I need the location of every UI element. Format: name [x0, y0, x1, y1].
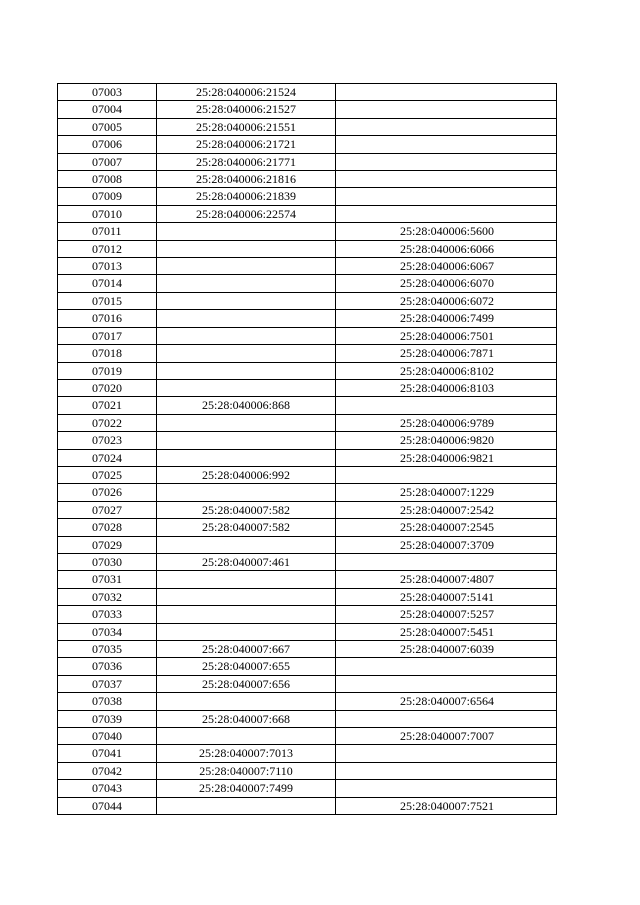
row-number-cell: 07023 — [58, 432, 157, 449]
row-number-cell: 07028 — [58, 519, 157, 536]
cadastral-number-cell: 25:28:040007:656 — [157, 675, 336, 692]
related-cadastral-number-cell — [336, 397, 557, 414]
cadastral-number-cell: 25:28:040007:7499 — [157, 780, 336, 797]
row-number-cell: 07042 — [58, 762, 157, 779]
table-row — [58, 171, 557, 188]
table-row — [58, 466, 557, 483]
table-row — [58, 414, 557, 431]
cadastral-number-cell — [157, 345, 336, 362]
cadastral-number-cell — [157, 310, 336, 327]
row-number-cell: 07030 — [58, 553, 157, 570]
related-cadastral-number-cell — [336, 553, 557, 570]
table-row — [58, 240, 557, 257]
cadastral-number-cell — [157, 240, 336, 257]
row-number-cell: 07027 — [58, 501, 157, 518]
row-number-cell: 07016 — [58, 310, 157, 327]
cadastral-number-cell: 25:28:040006:21524 — [157, 84, 336, 101]
row-number-cell: 07031 — [58, 571, 157, 588]
table-row — [58, 362, 557, 379]
related-cadastral-number-cell: 25:28:040007:7521 — [336, 797, 557, 814]
related-cadastral-number-cell: 25:28:040006:6067 — [336, 258, 557, 275]
related-cadastral-number-cell — [336, 675, 557, 692]
related-cadastral-number-cell: 25:28:040006:9820 — [336, 432, 557, 449]
cadastral-number-cell: 25:28:040007:7013 — [157, 745, 336, 762]
table-row — [58, 205, 557, 222]
table-row — [58, 780, 557, 797]
cadastral-number-cell — [157, 327, 336, 344]
related-cadastral-number-cell — [336, 101, 557, 118]
row-number-cell: 07022 — [58, 414, 157, 431]
related-cadastral-number-cell: 25:28:040006:9789 — [336, 414, 557, 431]
table-row — [58, 327, 557, 344]
table-row — [58, 762, 557, 779]
row-number-cell: 07043 — [58, 780, 157, 797]
related-cadastral-number-cell: 25:28:040006:6072 — [336, 292, 557, 309]
row-number-cell: 07025 — [58, 466, 157, 483]
row-number-cell: 07005 — [58, 118, 157, 135]
cadastral-number-cell: 25:28:040007:7110 — [157, 762, 336, 779]
related-cadastral-number-cell: 25:28:040007:2545 — [336, 519, 557, 536]
cadastral-number-cell — [157, 484, 336, 501]
cadastral-number-cell: 25:28:040006:21816 — [157, 171, 336, 188]
row-number-cell: 07021 — [58, 397, 157, 414]
table-row — [58, 258, 557, 275]
related-cadastral-number-cell — [336, 762, 557, 779]
cadastral-number-cell — [157, 362, 336, 379]
cadastral-number-cell — [157, 414, 336, 431]
cadastral-number-cell — [157, 223, 336, 240]
table-row — [58, 797, 557, 814]
row-number-cell: 07026 — [58, 484, 157, 501]
related-cadastral-number-cell — [336, 466, 557, 483]
table-row — [58, 623, 557, 640]
row-number-cell: 07039 — [58, 710, 157, 727]
related-cadastral-number-cell: 25:28:040006:8103 — [336, 379, 557, 396]
row-number-cell: 07003 — [58, 84, 157, 101]
table-row — [58, 153, 557, 170]
row-number-cell: 07044 — [58, 797, 157, 814]
row-number-cell: 07019 — [58, 362, 157, 379]
table-row — [58, 345, 557, 362]
related-cadastral-number-cell: 25:28:040007:6564 — [336, 693, 557, 710]
cadastral-number-cell — [157, 693, 336, 710]
related-cadastral-number-cell: 25:28:040006:9821 — [336, 449, 557, 466]
row-number-cell: 07037 — [58, 675, 157, 692]
cadastral-number-cell: 25:28:040006:22574 — [157, 205, 336, 222]
cadastral-number-cell: 25:28:040007:667 — [157, 641, 336, 658]
related-cadastral-number-cell: 25:28:040006:6070 — [336, 275, 557, 292]
cadastral-number-cell: 25:28:040007:582 — [157, 519, 336, 536]
table-row — [58, 118, 557, 135]
table-row — [58, 484, 557, 501]
related-cadastral-number-cell: 25:28:040006:7499 — [336, 310, 557, 327]
related-cadastral-number-cell — [336, 84, 557, 101]
cadastral-number-cell: 25:28:040006:21527 — [157, 101, 336, 118]
related-cadastral-number-cell: 25:28:040007:3709 — [336, 536, 557, 553]
cadastral-number-cell: 25:28:040006:21551 — [157, 118, 336, 135]
related-cadastral-number-cell — [336, 118, 557, 135]
related-cadastral-number-cell — [336, 188, 557, 205]
cadastral-number-cell — [157, 379, 336, 396]
table-row — [58, 223, 557, 240]
cadastral-number-cell — [157, 728, 336, 745]
cadastral-number-cell — [157, 797, 336, 814]
table-row — [58, 136, 557, 153]
row-number-cell: 07009 — [58, 188, 157, 205]
related-cadastral-number-cell: 25:28:040007:6039 — [336, 641, 557, 658]
related-cadastral-number-cell: 25:28:040006:8102 — [336, 362, 557, 379]
related-cadastral-number-cell — [336, 136, 557, 153]
related-cadastral-number-cell — [336, 780, 557, 797]
cadastral-table — [57, 83, 557, 815]
row-number-cell: 07014 — [58, 275, 157, 292]
table-row — [58, 553, 557, 570]
table-row — [58, 432, 557, 449]
row-number-cell: 07041 — [58, 745, 157, 762]
table-row — [58, 606, 557, 623]
related-cadastral-number-cell: 25:28:040006:7501 — [336, 327, 557, 344]
cadastral-number-cell — [157, 432, 336, 449]
related-cadastral-number-cell — [336, 658, 557, 675]
table-row — [58, 275, 557, 292]
related-cadastral-number-cell — [336, 745, 557, 762]
cadastral-number-cell: 25:28:040007:582 — [157, 501, 336, 518]
row-number-cell: 07010 — [58, 205, 157, 222]
table-row — [58, 84, 557, 101]
table-row — [58, 101, 557, 118]
cadastral-number-cell — [157, 623, 336, 640]
table-row — [58, 675, 557, 692]
related-cadastral-number-cell: 25:28:040007:5141 — [336, 588, 557, 605]
cadastral-number-cell — [157, 571, 336, 588]
table-row — [58, 658, 557, 675]
table-row — [58, 641, 557, 658]
row-number-cell: 07017 — [58, 327, 157, 344]
table-row — [58, 745, 557, 762]
table-row — [58, 449, 557, 466]
table-row — [58, 501, 557, 518]
related-cadastral-number-cell: 25:28:040006:5600 — [336, 223, 557, 240]
table-row — [58, 188, 557, 205]
table-row — [58, 519, 557, 536]
related-cadastral-number-cell: 25:28:040006:6066 — [336, 240, 557, 257]
cadastral-number-cell — [157, 258, 336, 275]
row-number-cell: 07038 — [58, 693, 157, 710]
cadastral-number-cell: 25:28:040006:21771 — [157, 153, 336, 170]
table-row — [58, 710, 557, 727]
cadastral-number-cell: 25:28:040006:868 — [157, 397, 336, 414]
table-row — [58, 310, 557, 327]
table-row — [58, 292, 557, 309]
row-number-cell: 07006 — [58, 136, 157, 153]
cadastral-number-cell: 25:28:040006:21721 — [157, 136, 336, 153]
row-number-cell: 07036 — [58, 658, 157, 675]
related-cadastral-number-cell — [336, 710, 557, 727]
row-number-cell: 07033 — [58, 606, 157, 623]
row-number-cell: 07035 — [58, 641, 157, 658]
related-cadastral-number-cell — [336, 153, 557, 170]
cadastral-number-cell: 25:28:040006:992 — [157, 466, 336, 483]
cadastral-number-cell: 25:28:040007:655 — [157, 658, 336, 675]
row-number-cell: 07015 — [58, 292, 157, 309]
cadastral-number-cell — [157, 292, 336, 309]
cadastral-number-cell — [157, 449, 336, 466]
cadastral-number-cell — [157, 536, 336, 553]
table-row — [58, 693, 557, 710]
row-number-cell: 07018 — [58, 345, 157, 362]
related-cadastral-number-cell: 25:28:040007:1229 — [336, 484, 557, 501]
related-cadastral-number-cell — [336, 171, 557, 188]
related-cadastral-number-cell: 25:28:040007:2542 — [336, 501, 557, 518]
row-number-cell: 07008 — [58, 171, 157, 188]
table-row — [58, 536, 557, 553]
table-row — [58, 571, 557, 588]
related-cadastral-number-cell: 25:28:040007:5257 — [336, 606, 557, 623]
row-number-cell: 07024 — [58, 449, 157, 466]
row-number-cell: 07011 — [58, 223, 157, 240]
table-row — [58, 728, 557, 745]
table-row — [58, 588, 557, 605]
related-cadastral-number-cell: 25:28:040007:7007 — [336, 728, 557, 745]
cadastral-number-cell — [157, 275, 336, 292]
row-number-cell: 07007 — [58, 153, 157, 170]
row-number-cell: 07020 — [58, 379, 157, 396]
row-number-cell: 07040 — [58, 728, 157, 745]
row-number-cell: 07012 — [58, 240, 157, 257]
cadastral-number-cell: 25:28:040007:668 — [157, 710, 336, 727]
cadastral-number-cell — [157, 588, 336, 605]
cadastral-number-cell: 25:28:040007:461 — [157, 553, 336, 570]
cadastral-number-cell: 25:28:040006:21839 — [157, 188, 336, 205]
related-cadastral-number-cell: 25:28:040007:4807 — [336, 571, 557, 588]
related-cadastral-number-cell — [336, 205, 557, 222]
row-number-cell: 07029 — [58, 536, 157, 553]
related-cadastral-number-cell: 25:28:040006:7871 — [336, 345, 557, 362]
row-number-cell: 07032 — [58, 588, 157, 605]
table-row — [58, 379, 557, 396]
row-number-cell: 07034 — [58, 623, 157, 640]
row-number-cell: 07004 — [58, 101, 157, 118]
row-number-cell: 07013 — [58, 258, 157, 275]
related-cadastral-number-cell: 25:28:040007:5451 — [336, 623, 557, 640]
cadastral-number-cell — [157, 606, 336, 623]
table-body — [58, 84, 557, 815]
table-row — [58, 397, 557, 414]
